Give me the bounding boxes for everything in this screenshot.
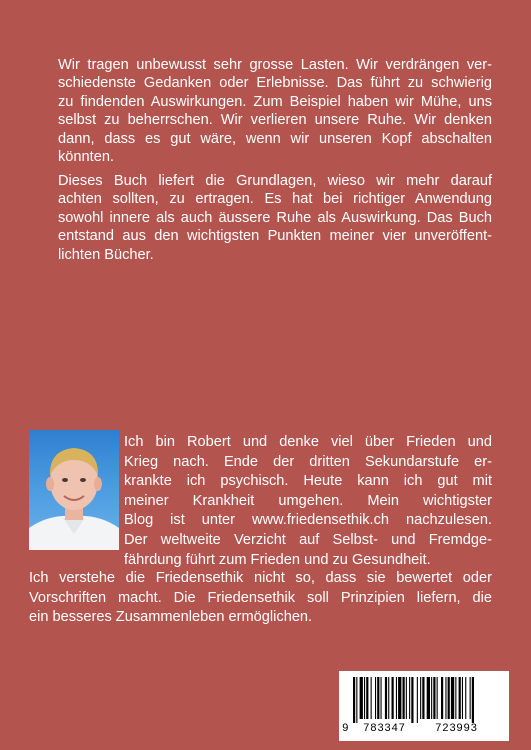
text-line: Ich bin Robert und denke viel über Frieden und (124, 434, 492, 450)
text-line: sowohl innere als auch äussere Ruhe als Auswirkung. Das Buch (58, 209, 492, 226)
text-line: achten sollten, zu ertragen. Es hat bei richtiger Anwendung (58, 191, 492, 208)
blurb-paragraph-1 (58, 56, 492, 166)
barcode-bar (470, 677, 471, 719)
barcode-bar (420, 677, 421, 719)
barcode-bar (366, 677, 368, 719)
author-bio-continued (29, 569, 492, 628)
barcode-bar (433, 677, 435, 719)
text-line: dann, dass es gut wäre, wenn wir unseren Kopf abschalten (58, 130, 492, 147)
blurb-paragraph-2 (58, 172, 492, 264)
barcode-bar (431, 677, 432, 719)
text-line: entstand aus den wichtigsten Punkten meiner vier unveröffent- (58, 228, 492, 245)
barcode-bar (451, 677, 454, 719)
text-line: meiner Krankheit umgehen. Mein wichtigster (124, 492, 492, 509)
text-line: Vorschriften macht. Die Friedensethik soll Prinzipien liefern, die (29, 589, 492, 606)
barcode-bar (462, 677, 463, 719)
barcode-bar (385, 677, 387, 719)
isbn-barcode (339, 671, 509, 741)
isbn-first-digit: 9 (342, 723, 350, 735)
barcode-bar (417, 677, 418, 723)
text-line: Ich verstehe die Friedensethik nicht so, dass sie bewertet oder (29, 570, 492, 586)
barcode-bar (392, 677, 394, 719)
barcode-bar (459, 677, 461, 719)
barcode-bar (353, 677, 355, 723)
text-line: lichten Bücher. (58, 246, 154, 263)
barcode-bar (437, 677, 438, 719)
barcode-bar (411, 677, 413, 723)
barcode-bar (396, 677, 397, 719)
barcode-bar (388, 677, 389, 719)
barcode-bar (409, 677, 410, 719)
barcode-bar (448, 677, 450, 719)
author-photo (29, 430, 119, 550)
text-line: Krieg nach. Ende der dritten Sekundarstufe er- (124, 453, 492, 470)
barcode-bar (472, 677, 474, 723)
barcode-bar (375, 677, 376, 719)
text-line: Blog ist unter www.friedensethik.ch nachzulesen. (124, 512, 492, 529)
barcode-bar (465, 677, 466, 719)
text-line: ein besseres Zusammenleben ermöglichen. (29, 609, 313, 626)
barcode-bar (422, 677, 424, 719)
barcode-bar (364, 677, 365, 719)
barcode-bar (441, 677, 443, 719)
barcode-bar (360, 677, 363, 719)
barcode-bar (371, 677, 372, 719)
barcode-bar (455, 677, 456, 719)
author-portrait-image (29, 430, 119, 550)
barcode-bar (445, 677, 446, 719)
text-line: schiedenste Gedanken oder Erlebnisse. Das führt zu schwierig (58, 75, 492, 92)
text-line: zu findenden Auswirkungen. Zum Beispiel haben wir Mühe, uns (58, 93, 492, 110)
barcode-bar (406, 677, 407, 719)
isbn-group-2: 723993 (435, 723, 478, 735)
text-line: fährdung führt zum Frieden und zu Gesundheit. (124, 551, 431, 568)
barcode-bar (427, 677, 430, 719)
text-line: Wir tragen unbewusst sehr grosse Lasten. Wir verdrängen ver- (58, 57, 492, 73)
barcode-bar (403, 677, 405, 719)
barcode-bar (398, 677, 401, 719)
text-line: Dieses Buch liefert die Grundlagen, wieso wir mehr darauf (58, 173, 492, 189)
text-line: krankte ich psychisch. Heute kann ich gut mit (124, 473, 492, 490)
barcode-bar (377, 677, 379, 719)
barcode-bar (356, 677, 357, 723)
text-line: Der weltweite Verzicht auf Selbst- und Fremdge- (124, 531, 492, 548)
text-line: selbst zu beherrschen. Wir verlieren unsere Ruhe. Wir denken (58, 112, 492, 129)
barcode-bars (347, 677, 501, 723)
barcode-bar (381, 677, 382, 719)
text-line: könnten. (58, 149, 114, 166)
isbn-group-1: 783347 (363, 723, 406, 735)
author-bio (124, 433, 492, 570)
